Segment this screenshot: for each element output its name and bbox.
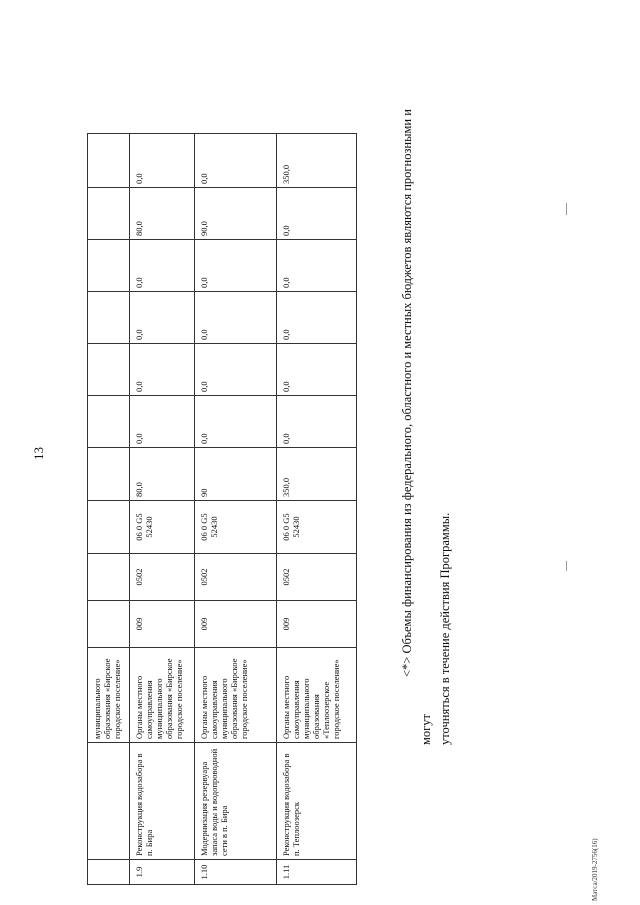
cell-name: [88, 743, 130, 860]
cell-value: 80,0: [130, 448, 195, 501]
cell-value: 0,0: [277, 292, 357, 344]
cell-executor: Органы местного самоуправления муниципального образования «Бирское городское поселение»: [130, 648, 195, 743]
cell-value: 0,0: [277, 396, 357, 448]
cell-value: 80,0: [130, 188, 195, 240]
cell-grbs: 009: [277, 601, 357, 648]
cell-num: [88, 860, 130, 885]
table-row-continuation: [88, 134, 130, 885]
cell-grbs: 009: [130, 601, 195, 648]
cell-value: 0,0: [277, 344, 357, 396]
file-code: Mатса/2019-2756(16): [591, 838, 599, 901]
cell-value: 0,0: [195, 344, 277, 396]
cell-value: 0,0: [130, 240, 195, 292]
cell-executor: Органы местного самоуправления муниципального образования «Теплоозерское городское поселение»: [277, 648, 357, 743]
footnote: [398, 80, 455, 745]
cell-value: 0,0: [130, 344, 195, 396]
cell-value: 350,0: [277, 448, 357, 501]
financing-table: [87, 133, 357, 885]
cell-value: 0,0: [195, 240, 277, 292]
cell-csr: 06 0 G5 52430: [277, 501, 357, 554]
cell-value: 350,0: [277, 134, 357, 188]
cell-csr: 06 0 G5 52430: [130, 501, 195, 554]
cell-rzpr: 0502: [130, 554, 195, 601]
cell-value: 0,0: [277, 240, 357, 292]
cell-num: 1.11: [277, 860, 357, 885]
cell-name: Реконструкция водозабора в п. Теплоозерск: [277, 743, 357, 860]
cell-csr: 06 0 G5 52430: [195, 501, 277, 554]
cell-value: 90,0: [195, 188, 277, 240]
table-row: [195, 134, 277, 885]
cell-value: 0,0: [130, 134, 195, 188]
cell-name: Реконструкция водозабора в п. Бира: [130, 743, 195, 860]
cell-value: 0,0: [195, 396, 277, 448]
cell-rzpr: 0502: [277, 554, 357, 601]
cell-value: 90: [195, 448, 277, 501]
cell-value: 0,0: [130, 396, 195, 448]
cell-value: 0,0: [195, 134, 277, 188]
cell-value: 0,0: [195, 292, 277, 344]
cell-num: 1.10: [195, 860, 277, 885]
footnote-line-1: <*> Объемы финансирования из федерального, областного и местных бюджетов являются прогнозными и могут: [400, 109, 433, 745]
cell-name: Модернизация резервуара запаса воды и водопроводной сети в п. Бира: [195, 743, 277, 860]
table-row: [130, 134, 195, 885]
footnote-line-2: уточняться в течение действия Программы.: [438, 512, 452, 745]
cell-value: 0,0: [277, 188, 357, 240]
cell-rzpr: 0502: [195, 554, 277, 601]
cell-executor: Органы местного самоуправления муниципального образования «Бирское городское поселение»: [195, 648, 277, 743]
cell-grbs: 009: [195, 601, 277, 648]
scan-mark: [566, 203, 567, 215]
page-number: 13: [31, 447, 46, 460]
table-row: [277, 134, 357, 885]
cell-executor: муниципального образования «Бирское городское поселение»: [88, 648, 130, 743]
cell-value: 0,0: [130, 292, 195, 344]
scan-mark: [566, 561, 567, 571]
cell-num: 1.9: [130, 860, 195, 885]
